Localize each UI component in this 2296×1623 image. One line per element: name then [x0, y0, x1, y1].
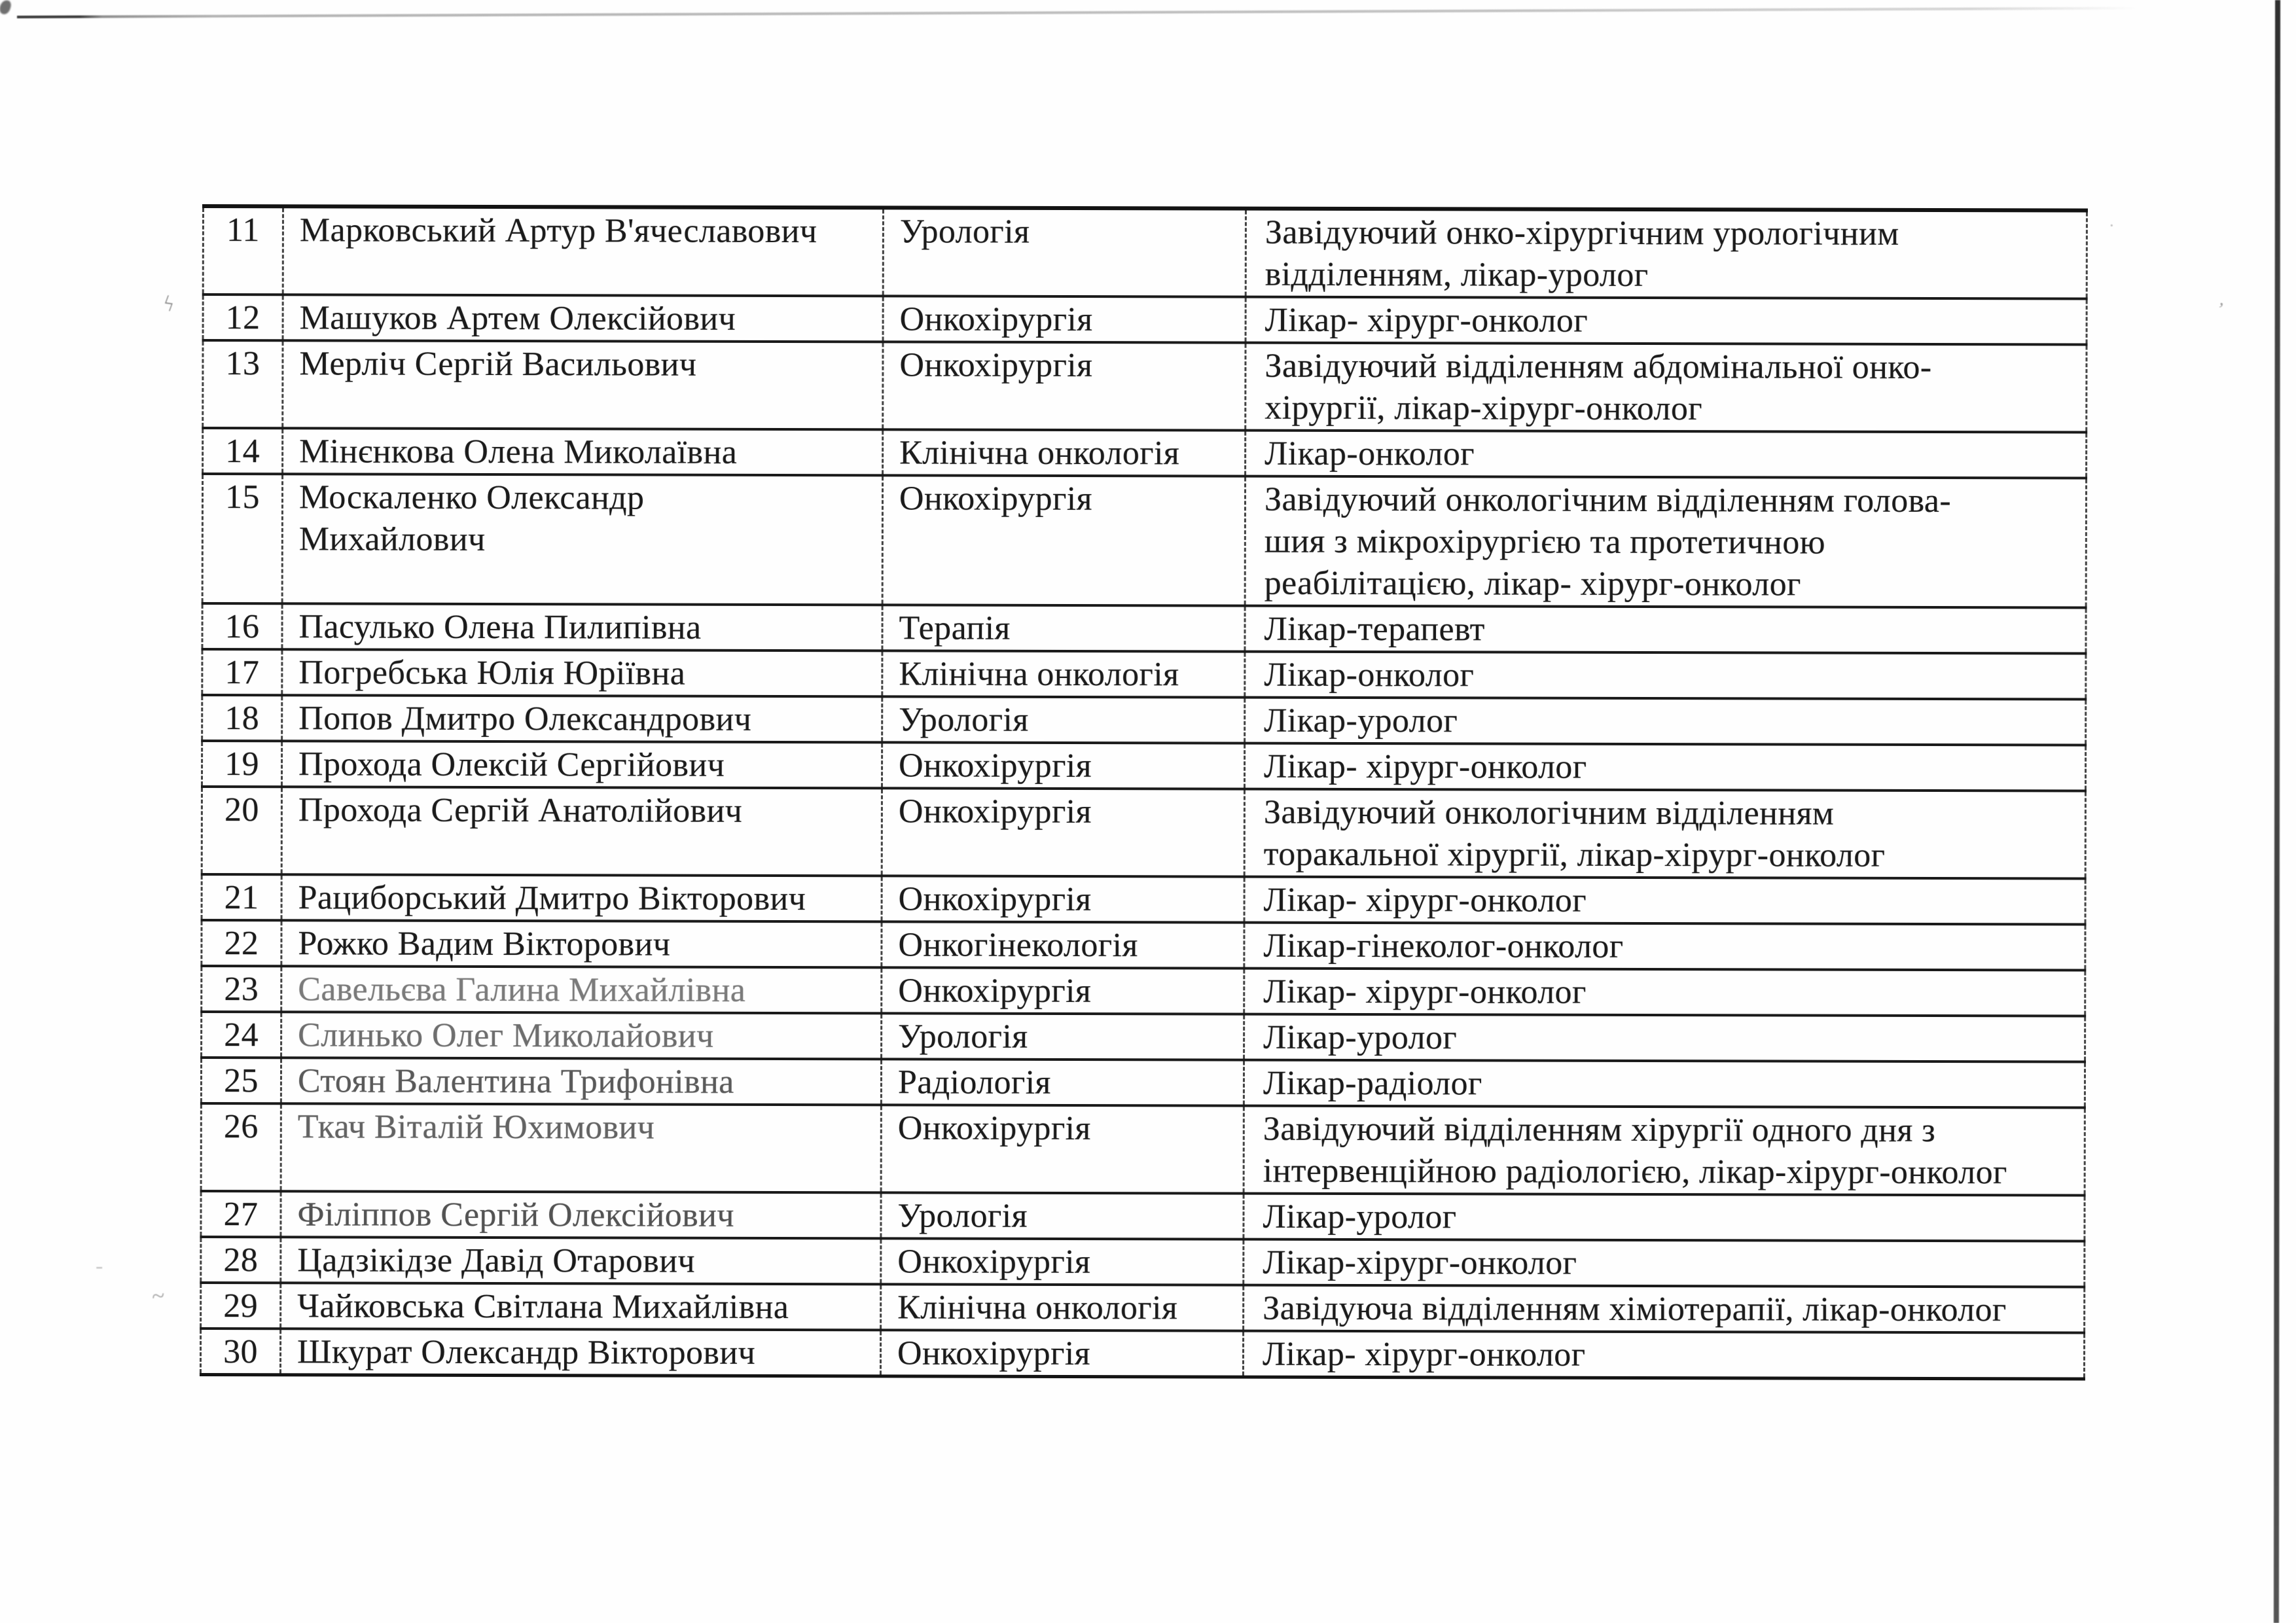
specialty-cell: Онкохірургія	[881, 1238, 1244, 1285]
table-row	[201, 1058, 2085, 1108]
table-row	[201, 1103, 2085, 1196]
row-number-cell: 22	[202, 920, 281, 966]
specialty-cell: Клінічна онкологія	[882, 651, 1245, 697]
table-row	[202, 649, 2086, 700]
doctor-name-cell: Марковський Артур В'ячеславович	[283, 206, 883, 296]
row-number-cell: 20	[202, 787, 281, 874]
position-cell: Лікар-онколог	[1246, 431, 2087, 478]
specialty-cell: Терапія	[882, 605, 1245, 651]
doctor-name-cell: Шкурат Олександр Вікторович	[280, 1329, 880, 1376]
row-number-cell: 18	[202, 695, 282, 741]
doctors-table-wrap	[200, 204, 2086, 1381]
position-cell: Лікар-онколог	[1245, 652, 2086, 700]
row-number-cell: 23	[202, 966, 281, 1012]
doctor-name-cell: Чайковська Світлана Михайлівна	[281, 1283, 881, 1330]
doctor-name-cell: Цадзікідзе Давід Отарович	[281, 1237, 881, 1284]
row-number-cell: 26	[201, 1103, 281, 1191]
table-row	[202, 920, 2085, 971]
specialty-cell: Урологія	[883, 207, 1246, 296]
row-number-cell: 17	[202, 649, 282, 695]
position-cell: Лікар-терапевт	[1245, 606, 2086, 654]
specialty-cell: Урологія	[882, 1013, 1244, 1060]
table-row	[202, 787, 2085, 879]
table-row	[201, 1237, 2085, 1287]
doctor-name-cell: Погребська Юлія Юріївна	[282, 649, 882, 696]
ink-speck-icon: ϟ	[162, 291, 175, 317]
doctor-name-cell: Машуков Артем Олексійович	[283, 294, 883, 342]
specialty-cell: Онкохірургія	[882, 475, 1245, 605]
row-number-cell: 28	[201, 1237, 281, 1283]
position-cell: Завідуючий онкологічним відділенням торакальної хірургії, лікар-хірург-онколог	[1244, 789, 2085, 879]
table-row	[202, 474, 2086, 608]
row-number-cell: 15	[202, 474, 282, 603]
table-row	[203, 428, 2087, 478]
specialty-cell: Онкогінекологія	[882, 921, 1244, 968]
table-row	[201, 1283, 2085, 1333]
row-number-cell: 29	[201, 1283, 281, 1329]
position-cell: Завідуюча відділенням хіміотерапії, лікар-онколог	[1244, 1285, 2085, 1333]
specialty-cell: Урологія	[882, 696, 1245, 743]
position-cell: Завідуючий онкологічним відділенням голова- шия з мікрохірургією та протетичною реабілітацією, лікар- хірург-онколог	[1245, 476, 2086, 608]
row-number-cell: 25	[201, 1058, 281, 1103]
row-number-cell: 16	[202, 603, 282, 649]
position-cell: Завідуючий відділенням абдомінальної онко- хірургії, лікар-хірург-онколог	[1246, 343, 2087, 433]
position-cell: Лікар-радіолог	[1244, 1060, 2085, 1108]
table-row	[202, 874, 2085, 925]
row-number-cell: 12	[203, 294, 283, 340]
row-number-cell: 24	[202, 1012, 281, 1058]
doctor-name-cell: Савельєва Галина Михайлівна	[281, 966, 882, 1013]
doctor-name-cell: Мерліч Сергій Васильович	[283, 340, 883, 429]
specialty-cell: Радіологія	[881, 1059, 1244, 1105]
row-number-cell: 30	[200, 1329, 280, 1375]
doctors-table-body	[200, 206, 2087, 1379]
table-row	[202, 695, 2086, 745]
row-number-cell: 14	[203, 428, 283, 474]
position-cell: Завідуючий відділенням хірургії одного дня з інтервенційною радіологією, лікар-хірург-онколог	[1244, 1106, 2085, 1196]
position-cell: Лікар-гінеколог-онколог	[1244, 923, 2085, 971]
position-cell: Завідуючий онко-хірургічним урологічним відділенням, лікар-уролог	[1246, 209, 2087, 299]
doctor-name-cell: Рожко Вадим Вікторович	[281, 920, 882, 967]
position-cell: Лікар-уролог	[1244, 1014, 2085, 1062]
table-row	[202, 966, 2085, 1016]
doctor-name-cell: Пасулько Олена Пилипівна	[282, 603, 882, 651]
doctor-name-cell: Слинько Олег Миколайович	[281, 1012, 882, 1059]
position-cell: Лікар-уролог	[1245, 698, 2086, 745]
specialty-cell: Клінічна онкологія	[883, 429, 1246, 476]
specialty-cell: Онкохірургія	[882, 788, 1244, 876]
doctor-name-cell: Москаленко Олександр Михайлович	[282, 474, 882, 605]
table-row	[201, 1191, 2085, 1241]
row-number-cell: 21	[202, 874, 281, 920]
doctor-name-cell: Ткач Віталій Юхимович	[281, 1103, 881, 1192]
position-cell: Лікар- хірург-онколог	[1244, 743, 2085, 791]
table-row	[203, 294, 2087, 345]
position-cell: Лікар-хірург-онколог	[1244, 1240, 2085, 1287]
ink-speck-icon: -	[96, 1254, 103, 1278]
doctor-name-cell: Філіппов Сергій Олексійович	[281, 1191, 881, 1238]
position-cell: Лікар- хірург-онколог	[1246, 297, 2087, 345]
ink-speck-icon: ,	[2218, 289, 2227, 310]
specialty-cell: Онкохірургія	[880, 1330, 1243, 1377]
table-row	[203, 206, 2087, 299]
doctor-name-cell: Рациборський Дмитро Вікторович	[281, 874, 882, 921]
table-row	[202, 603, 2086, 654]
doctor-name-cell: Прохода Олексій Сергійович	[281, 741, 882, 788]
specialty-cell: Онкохірургія	[882, 876, 1244, 922]
ink-speck-icon	[0, 0, 12, 16]
position-cell: Лікар-уролог	[1244, 1194, 2085, 1241]
position-cell: Лікар- хірург-онколог	[1244, 969, 2085, 1016]
scan-top-edge-line	[17, 7, 2138, 18]
specialty-cell: Онкохірургія	[882, 742, 1244, 789]
specialty-cell: Урологія	[881, 1192, 1244, 1239]
table-row	[202, 1012, 2085, 1062]
specialty-cell: Клінічна онкологія	[881, 1284, 1244, 1330]
doctors-table	[200, 204, 2088, 1381]
row-number-cell: 11	[203, 206, 283, 294]
doctor-name-cell: Прохода Сергій Анатолійович	[281, 787, 882, 876]
position-cell: Лікар- хірург-онколог	[1244, 877, 2085, 925]
ink-speck-icon: ~	[150, 1282, 166, 1310]
position-cell: Лікар- хірург-онколог	[1243, 1331, 2084, 1379]
specialty-cell: Онкохірургія	[882, 967, 1244, 1014]
table-row	[202, 741, 2085, 791]
doctor-name-cell: Попов Дмитро Олександрович	[282, 695, 882, 742]
doctor-name-cell: Стоян Валентина Трифонівна	[281, 1058, 881, 1105]
table-row	[200, 1329, 2084, 1379]
page-edge-shadow	[2274, 0, 2280, 1623]
specialty-cell: Онкохірургія	[883, 342, 1246, 430]
table-row	[203, 340, 2087, 433]
doctor-name-cell: Мінєнкова Олена Миколаївна	[283, 428, 883, 475]
row-number-cell: 19	[202, 741, 281, 787]
ink-speck-icon: ·	[2109, 216, 2115, 235]
specialty-cell: Онкохірургія	[883, 296, 1246, 342]
row-number-cell: 27	[201, 1191, 281, 1237]
specialty-cell: Онкохірургія	[881, 1105, 1244, 1193]
row-number-cell: 13	[203, 340, 283, 428]
